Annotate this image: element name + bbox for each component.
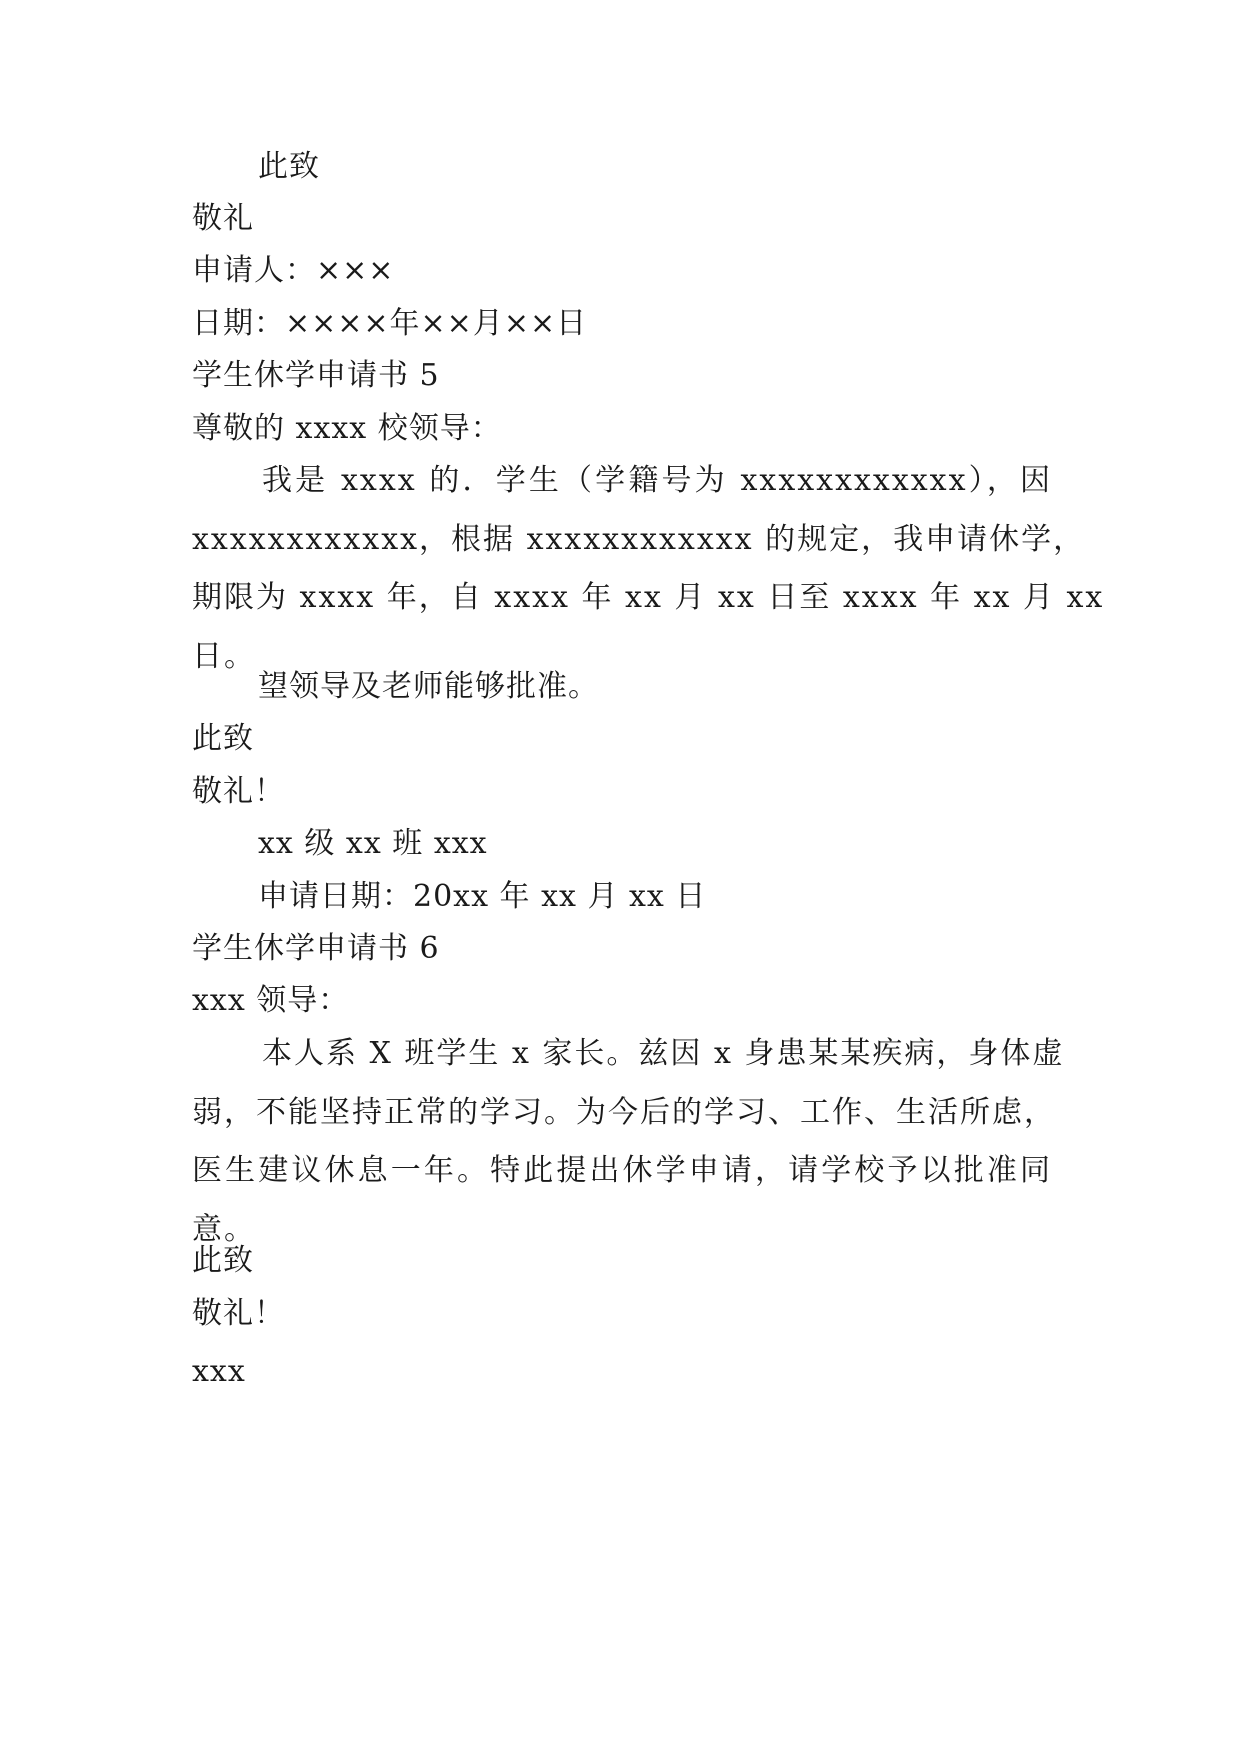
closing-cizhi: 此致	[258, 149, 320, 184]
letter5-body-line: 我是 xxxx 的．学生（学籍号为 xxxxxxxxxxxx），因	[262, 463, 1052, 498]
closing-jingli: 敬礼	[192, 201, 254, 236]
letter5-signature: xx 级 xx 班 xxx	[258, 826, 488, 861]
letter6-jingli: 敬礼！	[192, 1296, 285, 1331]
letter6-cizhi: 此致	[192, 1243, 254, 1278]
applicant-line: 申请人：×××	[192, 253, 395, 288]
letter5-hope: 望领导及老师能够批准。	[258, 669, 599, 704]
letter6-body-line: 本人系 X 班学生 x 家长。兹因 x 身患某某疾病，身体虚	[262, 1036, 1065, 1071]
letter6-salutation: xxx 领导：	[192, 983, 350, 1018]
letter5-body	[192, 452, 1105, 686]
letter5-date: 申请日期：20xx 年 xx 月 xx 日	[258, 879, 707, 914]
letter6-title: 学生休学申请书 6	[192, 931, 440, 966]
letter6-body-line: 医生建议休息一年。特此提出休学申请，请学校予以批准同	[192, 1153, 1052, 1188]
letter5-jingli: 敬礼！	[192, 774, 285, 809]
letter6-signature: xxx	[192, 1354, 246, 1389]
letter5-body-line: xxxxxxxxxxxx，根据 xxxxxxxxxxxx 的规定，我申请休学，	[192, 521, 1086, 557]
letter5-salutation: 尊敬的 xxxx 校领导：	[192, 411, 502, 446]
letter5-title: 学生休学申请书 5	[192, 358, 440, 393]
date-line: 日期：××××年××月××日	[192, 306, 588, 341]
letter5-body-line: 期限为 xxxx 年，自 xxxx 年 xx 月 xx 日至 xxxx 年 xx 月 xx	[192, 580, 1105, 615]
letter6-body-line: 弱，不能坚持正常的学习。为今后的学习、工作、生活所虑，	[192, 1094, 1056, 1130]
letter5-body-line: 日。	[192, 638, 256, 674]
letter6-body-line: 意。	[192, 1211, 256, 1247]
letter6-body	[192, 1025, 1065, 1259]
letter5-cizhi: 此致	[192, 721, 254, 756]
